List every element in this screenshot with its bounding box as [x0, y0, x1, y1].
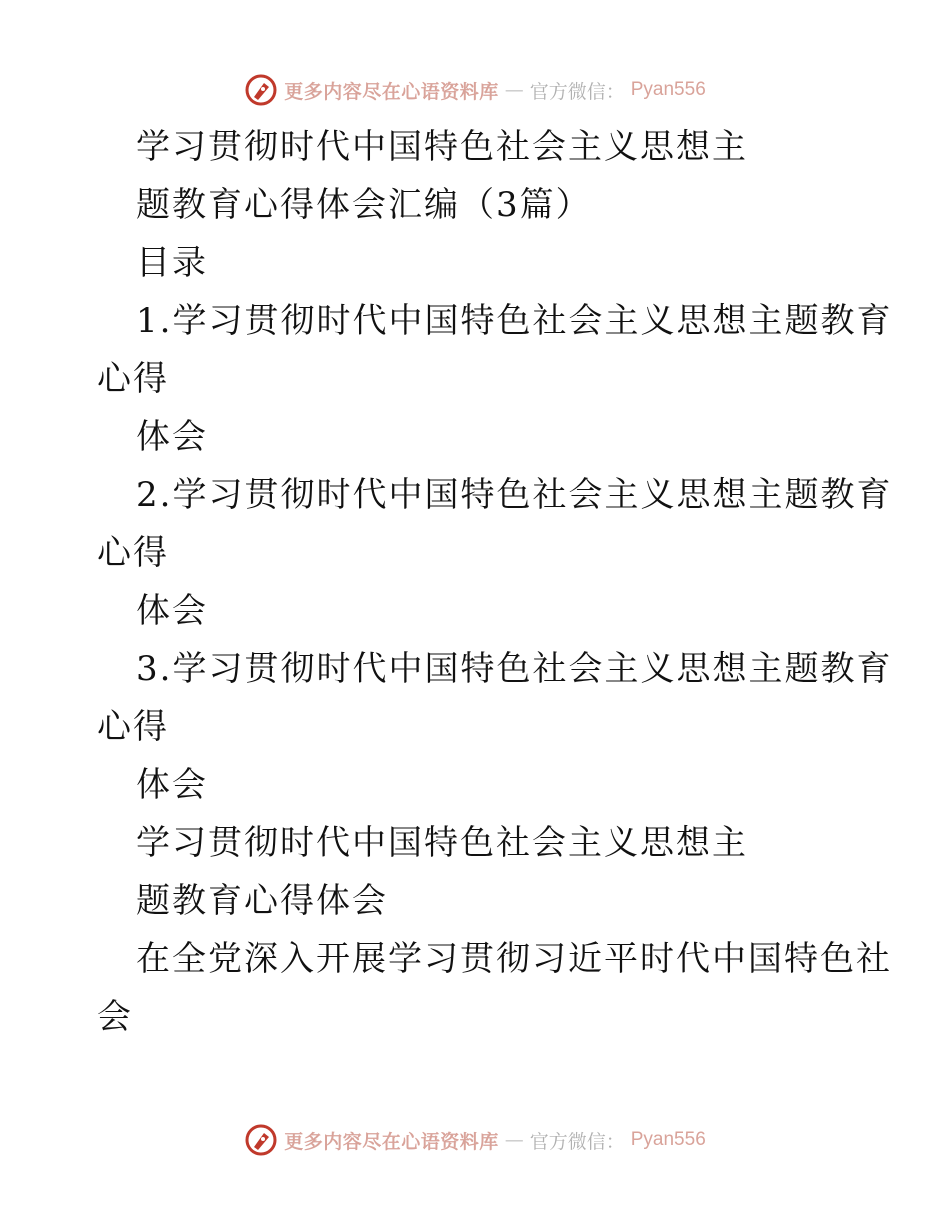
toc-item-1-line-b: 心得	[97, 359, 169, 399]
toc-item-2-line-c: 体会	[136, 591, 208, 631]
banner-wechat-id: Pyan556	[630, 79, 706, 100]
toc-heading: 目录	[136, 243, 208, 283]
pen-nib-logo-icon	[244, 1123, 278, 1157]
banner-separator: —	[504, 1129, 524, 1151]
pen-nib-logo-icon	[244, 73, 278, 107]
footer-banner	[0, 1120, 950, 1160]
banner-text: 更多内容尽在心语资料库	[284, 80, 499, 103]
doc-title-line-2: 题教育心得体会汇编（3篇）	[136, 185, 592, 225]
toc-item-3-line-a: 3.学习贯彻时代中国特色社会主义思想主题教育	[136, 649, 893, 689]
toc-item-2-line-a: 2.学习贯彻时代中国特色社会主义思想主题教育	[136, 475, 893, 515]
toc-item-3-line-b: 心得	[97, 707, 169, 747]
body-paragraph-line-2: 会	[97, 997, 133, 1037]
toc-item-2-line-b: 心得	[97, 533, 169, 573]
toc-item-3-line-c: 体会	[136, 765, 208, 805]
banner-wechat-label: 官方微信：	[529, 80, 625, 103]
banner-text: 更多内容尽在心语资料库	[284, 1130, 499, 1153]
banner-separator: —	[504, 79, 524, 101]
doc-title-line-1: 学习贯彻时代中国特色社会主义思想主	[136, 127, 748, 167]
header-banner	[0, 70, 950, 110]
body-paragraph-line-1: 在全党深入开展学习贯彻习近平时代中国特色社	[136, 939, 892, 979]
banner-wechat-label: 官方微信：	[529, 1130, 625, 1153]
banner-wechat-id: Pyan556	[630, 1129, 706, 1150]
toc-item-1-line-a: 1.学习贯彻时代中国特色社会主义思想主题教育	[136, 301, 893, 341]
document-body	[0, 118, 950, 1046]
toc-item-1-line-c: 体会	[136, 417, 208, 457]
section-title-line-1: 学习贯彻时代中国特色社会主义思想主	[136, 823, 748, 863]
section-title-line-2: 题教育心得体会	[136, 881, 388, 921]
